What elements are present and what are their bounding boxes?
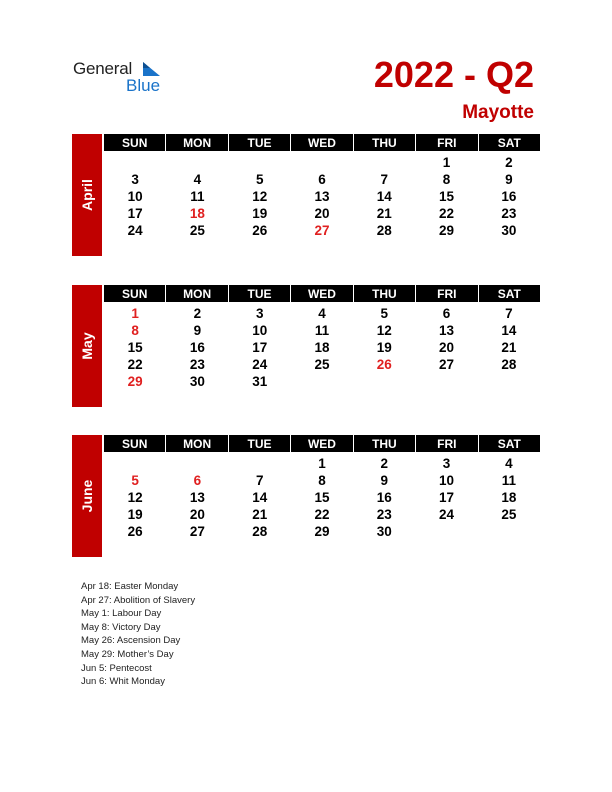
day-cell: 6 [442,306,451,321]
day-cell: 11 [501,473,516,488]
day-cell: 20 [189,507,205,522]
week-row [104,205,540,222]
holiday-note: May 8: Victory Day [81,621,161,633]
day-cell: 4 [193,172,202,187]
weekday-header: SUN [104,435,165,452]
weekday-header-row [104,435,540,452]
logo-flag-icon [141,61,161,77]
day-cell: 7 [255,473,264,488]
day-cell: 25 [189,223,205,238]
day-cell: 16 [376,490,392,505]
day-cell: 18 [314,340,330,355]
day-cell: 12 [376,323,392,338]
day-cell: 21 [376,206,392,221]
day-cell [104,455,166,472]
holiday-day-cell: 5 [131,473,139,488]
day-cell: 27 [189,524,205,539]
day-cell [415,373,477,390]
holiday-note: Jun 5: Pentecost [81,662,152,674]
week-row [104,188,540,205]
day-cell: 13 [189,490,205,505]
day-cell: 31 [252,374,268,389]
week-row [104,373,540,390]
holiday-day-cell: 6 [193,473,202,488]
day-cell: 9 [193,323,202,338]
day-cell: 8 [318,473,326,488]
weekday-header: MON [166,285,227,302]
holiday-day-cell: 8 [131,323,139,338]
day-cell: 4 [505,456,513,471]
day-cell: 24 [127,223,143,238]
day-cell: 16 [189,340,205,355]
day-cell: 30 [501,223,517,238]
day-cell: 29 [439,223,455,238]
month-band [72,134,102,256]
day-cell: 17 [439,490,455,505]
day-cell: 15 [314,490,330,505]
day-cell [291,373,353,390]
day-cell: 3 [131,172,139,187]
day-cell: 13 [439,323,455,338]
weekday-header: MON [166,435,227,452]
weekday-header-row [104,134,540,151]
day-cell: 19 [252,206,268,221]
weekday-header: MON [166,134,227,151]
weekday-header: THU [354,134,415,151]
day-cell: 22 [127,357,143,372]
day-cell [478,523,540,540]
month-grid [104,134,540,239]
brand-logo [73,59,173,99]
weekday-header: SAT [479,134,540,151]
day-cell: 4 [318,306,326,321]
day-cell: 20 [439,340,455,355]
weekday-header: FRI [416,285,477,302]
month-block-june [72,435,540,557]
weekday-header: THU [354,285,415,302]
day-cell: 23 [501,206,517,221]
day-cell: 5 [380,306,389,321]
month-block-april [72,134,540,256]
day-cell: 21 [501,340,517,355]
day-cell [229,455,291,472]
day-cell: 1 [318,456,326,471]
day-cell: 14 [252,490,268,505]
day-cell: 21 [252,507,268,522]
day-cell: 23 [189,357,205,372]
holiday-note: Apr 27: Abolition of Slavery [81,594,196,606]
holiday-note: May 26: Ascension Day [81,635,181,647]
day-cell: 28 [252,524,268,539]
day-cell: 10 [127,189,143,204]
day-cell: 19 [376,340,392,355]
day-cell: 7 [505,306,513,321]
day-cell: 14 [376,189,392,204]
weekday-header: TUE [229,285,290,302]
weekday-header: SUN [104,285,165,302]
day-cell: 25 [314,357,330,372]
holiday-day-cell: 27 [314,223,330,238]
day-cell: 14 [501,323,517,338]
day-cell [291,154,353,171]
day-cell: 16 [501,189,517,204]
weekday-header: FRI [416,435,477,452]
week-row [104,222,540,239]
weekday-header: FRI [416,134,477,151]
day-cell: 26 [252,223,268,238]
week-row [104,322,540,339]
week-row [104,506,540,523]
week-row [104,339,540,356]
day-cell: 2 [505,155,513,170]
weekday-header: SUN [104,134,165,151]
day-cell: 12 [252,189,268,204]
week-row [104,305,540,322]
day-cell: 8 [442,172,451,187]
day-cell: 28 [376,223,392,238]
week-row [104,356,540,373]
weekday-header: WED [291,435,352,452]
holiday-day-cell: 29 [127,374,143,389]
month-label: May [79,332,95,360]
month-grid [104,285,540,390]
weekday-header: WED [291,134,352,151]
day-cell [166,154,228,171]
day-cell [166,455,228,472]
day-cell: 26 [127,524,143,539]
month-band [72,285,102,407]
day-cell [353,373,415,390]
weekday-header: WED [291,285,352,302]
day-cell: 27 [439,357,455,372]
week-row [104,523,540,540]
day-cell: 15 [439,189,455,204]
month-grid [104,435,540,540]
week-row [104,154,540,171]
week-row [104,489,540,506]
day-cell: 5 [255,172,264,187]
holiday-day-cell: 1 [131,306,139,321]
day-cell: 29 [314,524,330,539]
logo-text-general: General [73,59,133,78]
holiday-note: May 1: Labour Day [81,608,162,620]
month-block-may [72,285,540,407]
day-cell: 12 [127,490,143,505]
day-cell: 24 [439,507,455,522]
weekday-header-row [104,285,540,302]
logo-text-blue: Blue [126,76,161,95]
weekday-header: SAT [479,285,540,302]
day-cell: 17 [252,340,268,355]
day-cell [104,154,166,171]
day-cell: 15 [127,340,143,355]
weekday-header: SAT [479,435,540,452]
weekday-header: TUE [229,435,290,452]
day-cell: 30 [189,374,205,389]
day-cell: 11 [314,323,330,338]
day-cell: 28 [501,357,517,372]
day-cell: 24 [252,357,268,372]
day-cell: 20 [314,206,330,221]
holiday-note: Jun 6: Whit Monday [81,676,165,688]
day-cell: 11 [190,189,205,204]
day-cell: 9 [380,473,389,488]
day-cell: 9 [505,172,513,187]
day-cell: 2 [380,456,389,471]
day-cell: 22 [439,206,455,221]
month-label: April [79,179,95,211]
day-cell: 2 [193,306,202,321]
day-cell: 17 [127,206,143,221]
month-band [72,435,102,557]
day-cell [415,523,477,540]
day-cell: 30 [376,524,392,539]
day-cell: 1 [442,155,451,170]
day-cell [353,154,415,171]
day-cell: 3 [255,306,264,321]
day-cell: 22 [314,507,330,522]
day-cell: 3 [442,456,451,471]
day-cell: 10 [252,323,268,338]
day-cell: 23 [376,507,392,522]
week-row [104,455,540,472]
holiday-day-cell: 18 [189,206,205,221]
weekday-header: TUE [229,134,290,151]
holiday-day-cell: 26 [376,357,392,372]
week-row [104,171,540,188]
day-cell [229,154,291,171]
holiday-note: Apr 18: Easter Monday [81,581,179,592]
day-cell: 6 [318,172,326,187]
day-cell: 25 [501,507,517,522]
country-name: Mayotte [462,102,534,123]
day-cell: 10 [439,473,455,488]
day-cell [478,373,540,390]
page-title: 2022 - Q2 [373,54,534,95]
day-cell: 13 [314,189,330,204]
holiday-list [81,580,195,689]
weekday-header: THU [354,435,415,452]
month-label: June [79,479,95,513]
day-cell: 18 [501,490,517,505]
day-cell: 19 [127,507,143,522]
holiday-note: May 29: Mother’s Day [81,648,174,660]
day-cell: 7 [380,172,389,187]
week-row [104,472,540,489]
